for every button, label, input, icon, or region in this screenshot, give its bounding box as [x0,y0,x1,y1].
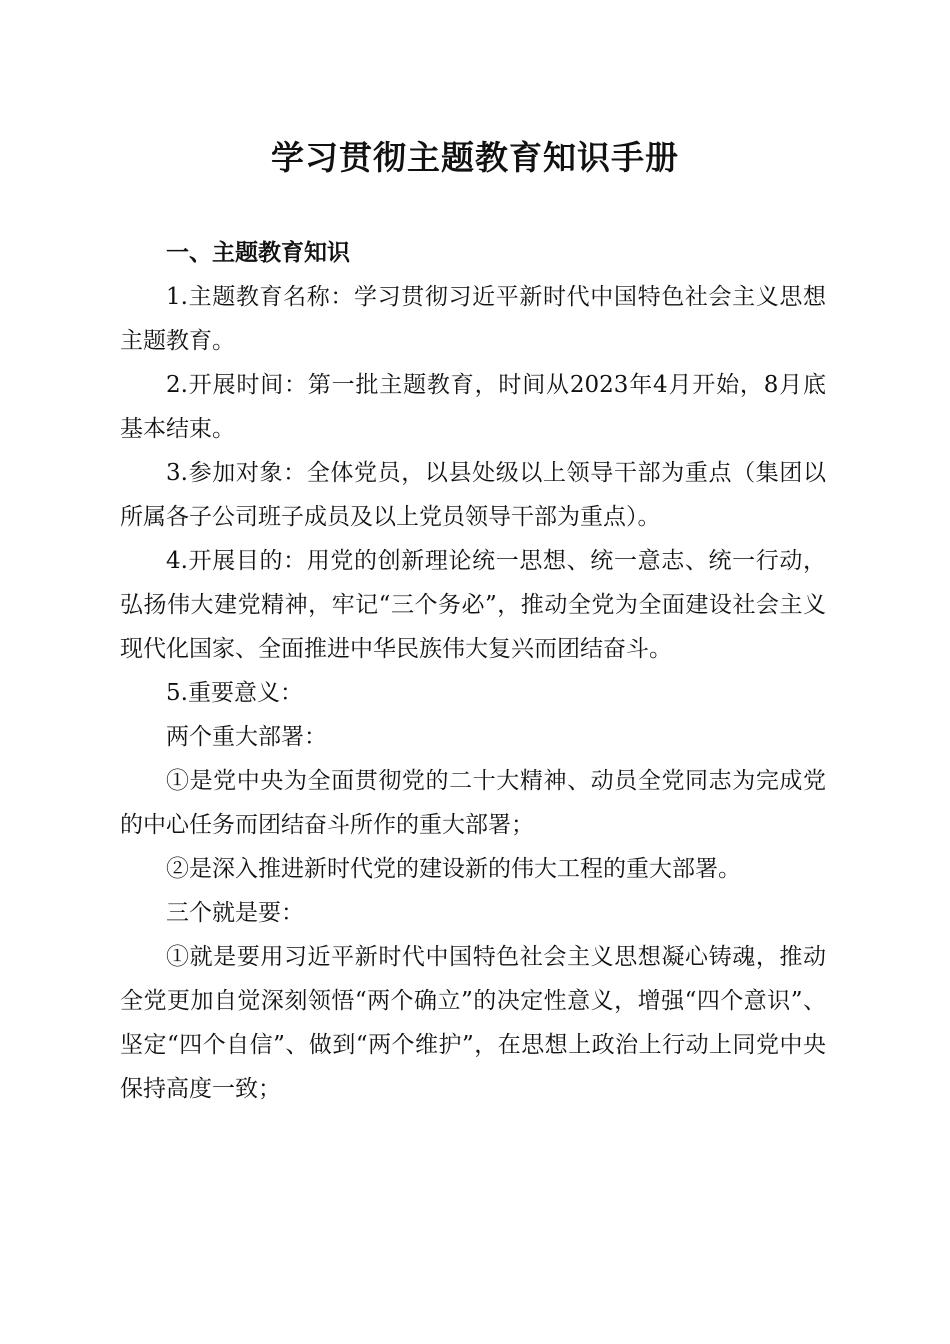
paragraph-item-5: 5.重要意义： [166,680,303,706]
paragraph-item-3: 3.参加对象：全体党员，以县处级以上领导干部为重点（集团以所属各子公司班子成员及以上党员领导干部为重点）。 [120,460,826,530]
paragraph-deployment-1: ①是党中央为全面贯彻党的二十大精神、动员全党同志为完成党的中心任务而团结奋斗所作的重大部署； [120,768,826,838]
document-title: 学习贯彻主题教育知识手册 [271,138,679,177]
section-heading: 一、主题教育知识 [166,240,350,266]
paragraph-item-2: 2.开展时间：第一批主题教育，时间从2023年4月开始，8月底基本结束。 [120,372,826,442]
document-body [120,231,826,1111]
paragraph-must-1: ①就是要用习近平新时代中国特色社会主义思想凝心铸魂，推动全党更加自觉深刻领悟“两个确立”的决定性意义，增强“四个意识”、坚定“四个自信”、做到“两个维护”，在思想上政治上行动上同党中央保持高度一致； [120,944,826,1102]
paragraph-item-4: 4.开展目的：用党的创新理论统一思想、统一意志、统一行动，弘扬伟大建党精神，牢记“三个务必”，推动全党为全面建设社会主义现代化国家、全面推进中华民族伟大复兴而团结奋斗。 [120,548,826,662]
paragraph-item-1: 1.主题教育名称：学习贯彻习近平新时代中国特色社会主义思想主题教育。 [120,284,826,354]
sub-heading-two-deployments: 两个重大部署： [166,724,327,750]
sub-heading-three-musts: 三个就是要： [166,900,304,926]
paragraph-deployment-2: ②是深入推进新时代党的建设新的伟大工程的重大部署。 [166,856,741,882]
